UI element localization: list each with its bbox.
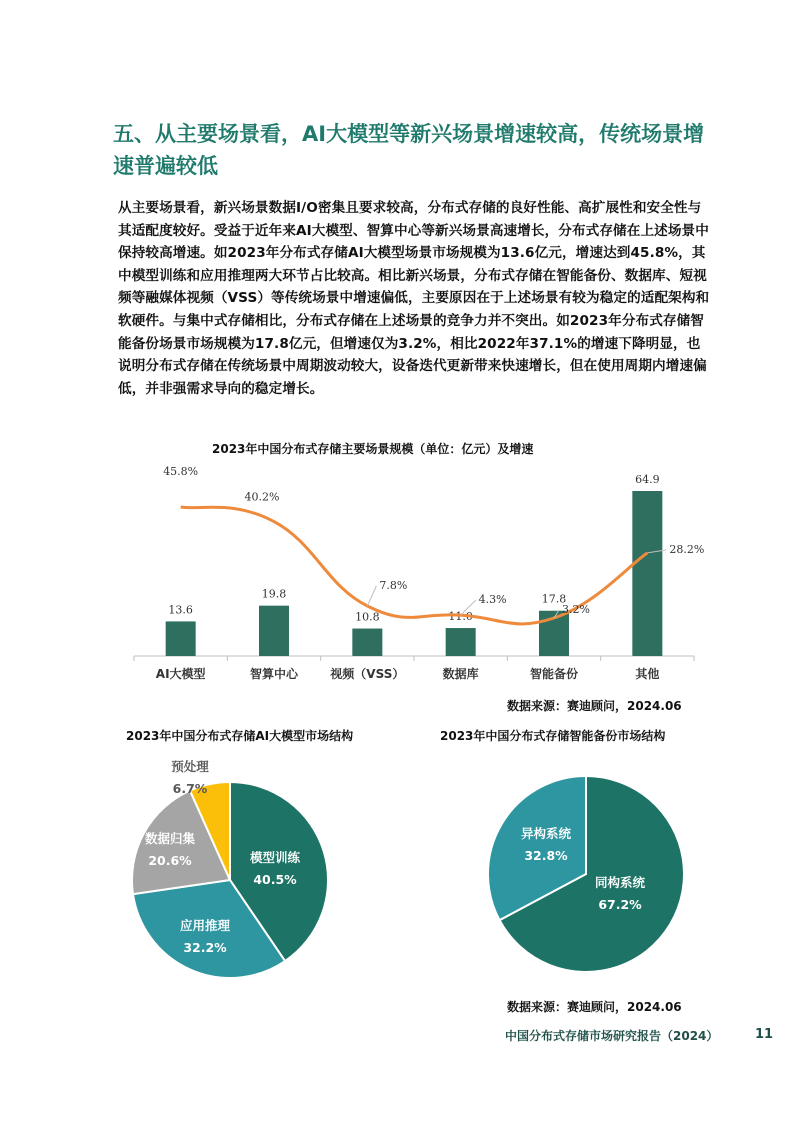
slice-value-label: 67.2% [598,897,642,912]
slice-value-label: 32.8% [524,848,568,863]
section-title: 五、从主要场景看，AI大模型等新兴场景增速较高，传统场景增速普遍较低 [113,122,705,178]
slice-name-label: 模型训练 [249,850,301,865]
bar-value-label: 11.0 [448,610,473,624]
growth-value-label: 3.2% [562,603,590,616]
footer-title: 中国分布式存储市场研究报告（2024） [505,1029,719,1043]
page-number: 11 [755,1027,774,1042]
bar-value-label: 10.8 [355,610,380,624]
pie2-title: 2023年中国分布式存储智能备份市场结构 [440,729,666,743]
slice-name-label: 数据归集 [144,831,196,846]
body-paragraph: 从主要场景看，新兴场景数据I/O密集且要求较高，分布式存储的良好性能、高扩展性和安全性与其适配度较好。受益于近年来AI大模型、智算中心等新兴场景高速增长，分布式存储在上述场景中保持较高增速。如2023年分布式存储AI大模型场景市场规模为13.6亿元，增速达到45.8%，其中模型训练和应用推理两大环节占比较高。相比新兴场景，分布式存储在智能备份、数据库、短视频等融媒体视频（VSS）等传统场景中增速偏低，主要原因在于上述场景有较为稳定的适配架构和软硬件。与集中式存储相比，分布式存储在上述场景的竞争力并不突出。如2023年分布式存储智能备份场景市场规模为17.8亿元，但增速仅为3.2%，相比2022年37.1%的增速下降明显，也说明分布式存储在传统场景中周期波动较大，设备迭代更新带来快速增长，但在使用周期内增速偏低，并非强需求导向的稳定增长。 [118,200,710,397]
slice-name-label: 同构系统 [594,875,646,890]
bar [446,628,476,656]
category-label: 其他 [635,667,660,681]
pie-charts [0,750,793,1000]
category-label: 数据库 [442,667,479,681]
source-note-1: 数据来源：赛迪顾问，2024.06 [507,699,682,713]
growth-value-label: 45.8% [163,465,199,478]
growth-value-label: 7.8% [379,579,408,593]
bar [632,491,662,656]
slice-name-label: 应用推理 [179,918,231,933]
source-note-2: 数据来源：赛迪顾问，2024.06 [507,1000,682,1014]
bar-value-label: 19.8 [261,587,287,601]
growth-value-label: 40.2% [244,490,280,504]
bar-line-chart [0,455,793,695]
category-label: 视频（VSS） [330,667,405,681]
category-label: AI大模型 [155,667,206,681]
bar [166,621,196,656]
slice-name-label: 预处理 [171,759,209,774]
slice-value-label: 40.5% [253,872,297,887]
slice-value-label: 32.2% [183,940,227,955]
growth-value-label: 28.2% [669,542,705,556]
pie1-title: 2023年中国分布式存储AI大模型市场结构 [126,729,354,743]
category-label: 智算中心 [249,667,299,681]
bar-value-label: 64.9 [635,473,660,486]
slice-value-label: 20.6% [148,853,192,868]
bar [259,606,289,656]
bar-chart-title: 2023年中国分布式存储主要场景规模（单位：亿元）及增速 [212,442,534,456]
bar-value-label: 13.6 [168,603,193,617]
bar-value-label: 17.8 [541,592,567,606]
line-label-leader [367,586,376,606]
bar [352,629,382,656]
slice-name-label: 异构系统 [520,826,572,841]
growth-value-label: 4.3% [478,593,507,607]
category-label: 智能备份 [529,667,579,681]
slice-value-label: 6.7% [172,781,208,796]
